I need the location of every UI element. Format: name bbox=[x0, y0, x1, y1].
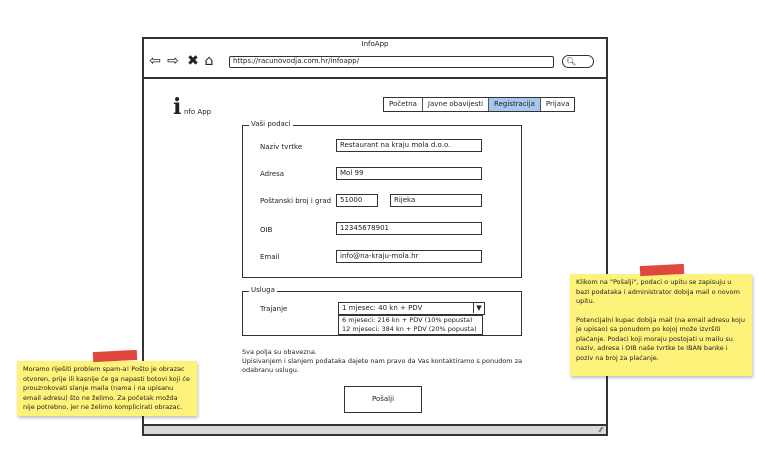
consent-note: Upisivanjem i slanjem podataka dajete nam pravo da Vas kontaktiramo s ponudom za odabranu uslugu. bbox=[242, 357, 523, 374]
duration-option[interactable]: 6 mjeseci: 216 kn + PDV (10% popusta) bbox=[342, 316, 473, 324]
note-submit-text: Klikom na "Pošalji", podaci o upitu se zapisuju u bazi podataka i administrator dobija mail o novom upitu. bbox=[576, 278, 740, 305]
tab-registracija[interactable]: Registracija bbox=[489, 98, 541, 111]
postal-city-label: Poštanski broj i grad bbox=[260, 197, 332, 205]
oib-label: OIB bbox=[260, 226, 273, 234]
url-bar[interactable]: https://racunovodja.com.hr/infoapp/ bbox=[229, 56, 554, 68]
required-note: Sva polja su obavezna. bbox=[242, 348, 317, 356]
duration-label: Trajanje bbox=[260, 305, 288, 313]
form-notice bbox=[242, 348, 532, 375]
duration-option[interactable]: 12 mjeseci: 384 kn + PDV (20% popusta) bbox=[342, 325, 477, 333]
email-label: Email bbox=[260, 253, 280, 261]
city-field[interactable]: Rijeka bbox=[390, 194, 482, 207]
submit-button[interactable]: Pošalji bbox=[344, 386, 422, 413]
address-field[interactable]: Mol 99 bbox=[336, 167, 482, 180]
toolbar-divider bbox=[144, 77, 606, 79]
browser-window bbox=[142, 37, 608, 436]
company-name-field[interactable]: Restaurant na kraju mola d.o.o. bbox=[336, 139, 482, 152]
search-box[interactable] bbox=[562, 55, 594, 68]
nav-tabs bbox=[383, 97, 575, 112]
chevron-down-icon[interactable]: ▼ bbox=[473, 303, 484, 313]
logo-mark: i bbox=[173, 94, 182, 120]
back-arrow-icon[interactable]: ⇦ bbox=[149, 53, 161, 69]
postal-code-field[interactable]: 51000 bbox=[336, 194, 378, 207]
search-icon: 🔍︎ bbox=[566, 57, 577, 66]
duration-selected-value: 1 mjesec: 40 kn + PDV bbox=[342, 304, 423, 312]
tab-prijava[interactable]: Prijava bbox=[541, 98, 575, 111]
duration-select[interactable] bbox=[338, 302, 485, 315]
browser-toolbar bbox=[144, 49, 606, 77]
email-field[interactable]: info@na-kraju-mola.hr bbox=[336, 250, 482, 263]
duration-dropdown bbox=[338, 315, 483, 335]
address-label: Adresa bbox=[260, 170, 285, 178]
tab-javne-obavijesti[interactable]: Javne obavijesti bbox=[423, 98, 489, 111]
sticky-note-submit bbox=[570, 274, 752, 376]
company-legend: Vaši podaci bbox=[251, 120, 291, 128]
window-title: InfoApp bbox=[361, 40, 389, 48]
close-icon[interactable]: ✖ bbox=[187, 53, 199, 69]
service-legend: Usluga bbox=[251, 286, 275, 294]
status-bar bbox=[144, 424, 606, 434]
tab-pocetna[interactable]: Početna bbox=[384, 98, 423, 111]
logo-text: nfo App bbox=[184, 108, 212, 116]
oib-field[interactable]: 12345678901 bbox=[336, 222, 482, 235]
company-name-label: Naziv tvrtke bbox=[260, 143, 303, 151]
home-icon[interactable]: ⌂ bbox=[204, 53, 214, 69]
note-customer-text: Potencijalni kupac dobija mail (na email adresu koju je upisao) sa ponudom po kojoj može izvršiti plaćanje. Podaci koji moraju postojati u mailu su naziv, adresa i OIB naše tvrtke te IBAN banke i poziv na broj za plaćanje. bbox=[576, 315, 745, 362]
forward-arrow-icon[interactable]: ⇨ bbox=[167, 53, 179, 69]
sticky-note-spam bbox=[17, 361, 197, 416]
resize-grip-icon[interactable]: ⁄⁄ bbox=[599, 426, 602, 434]
note-spam-text: Moramo riješiti problem spam-a! Pošto je obrazac otvoren, prije ili kasnije će ga napasti botovi koji će prouzrokovati slanje maila (nama i na upisanu email adresu) što ne želimo. Za početak možda nije potrebno, jer ne želimo komplicirati obrazac. bbox=[23, 365, 190, 411]
